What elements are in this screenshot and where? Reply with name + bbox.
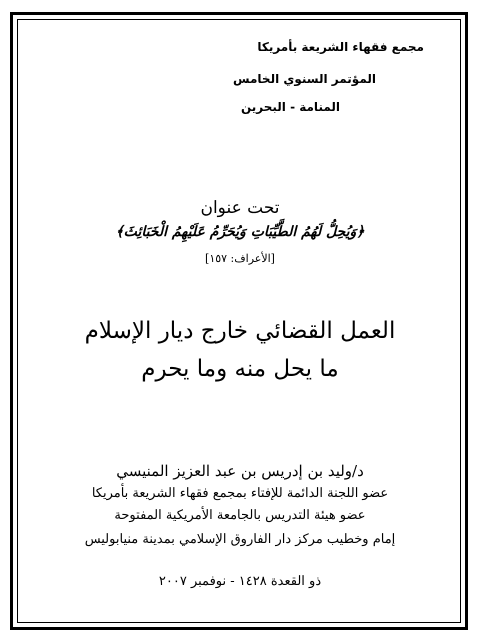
author-position-3: إمام وخطيب مركز دار الفاروق الإسلامي بمدينة منيابوليس: [84, 532, 396, 547]
organization-name: مجمع فقهاء الشريعة بأمريكا: [257, 40, 424, 54]
verse-reference: [الأعراف: ١٥٧]: [205, 252, 275, 265]
author-position-2: عضو هيئة التدريس بالجامعة الأمريكية المفتوحة: [114, 508, 366, 523]
paper-title: العمل القضائي خارج ديار الإسلام: [84, 318, 396, 344]
paper-subtitle: ما يحل منه وما يحرم: [141, 356, 339, 382]
author-name: د/وليد بن إدريس بن عبد العزيز المنيسي: [116, 462, 364, 480]
publication-date: ذو القعدة ١٤٢٨ - نوفمبر ٢٠٠٧: [158, 574, 322, 589]
under-title-label: تحت عنوان: [200, 198, 280, 218]
conference-name: المؤتمر السنوي الخامس: [233, 72, 376, 86]
conference-location: المنامة - البحرين: [240, 100, 340, 114]
quran-verse: ﴿وَيُحِلُّ لَهُمُ الطَّيِّبَاتِ وَيُحَرِّمُ عَلَيْهِمُ الْخَبَائِثَ﴾: [115, 224, 365, 240]
author-position-1: عضو اللجنة الدائمة للإفتاء بمجمع فقهاء الشريعة بأمريكا: [91, 486, 389, 501]
